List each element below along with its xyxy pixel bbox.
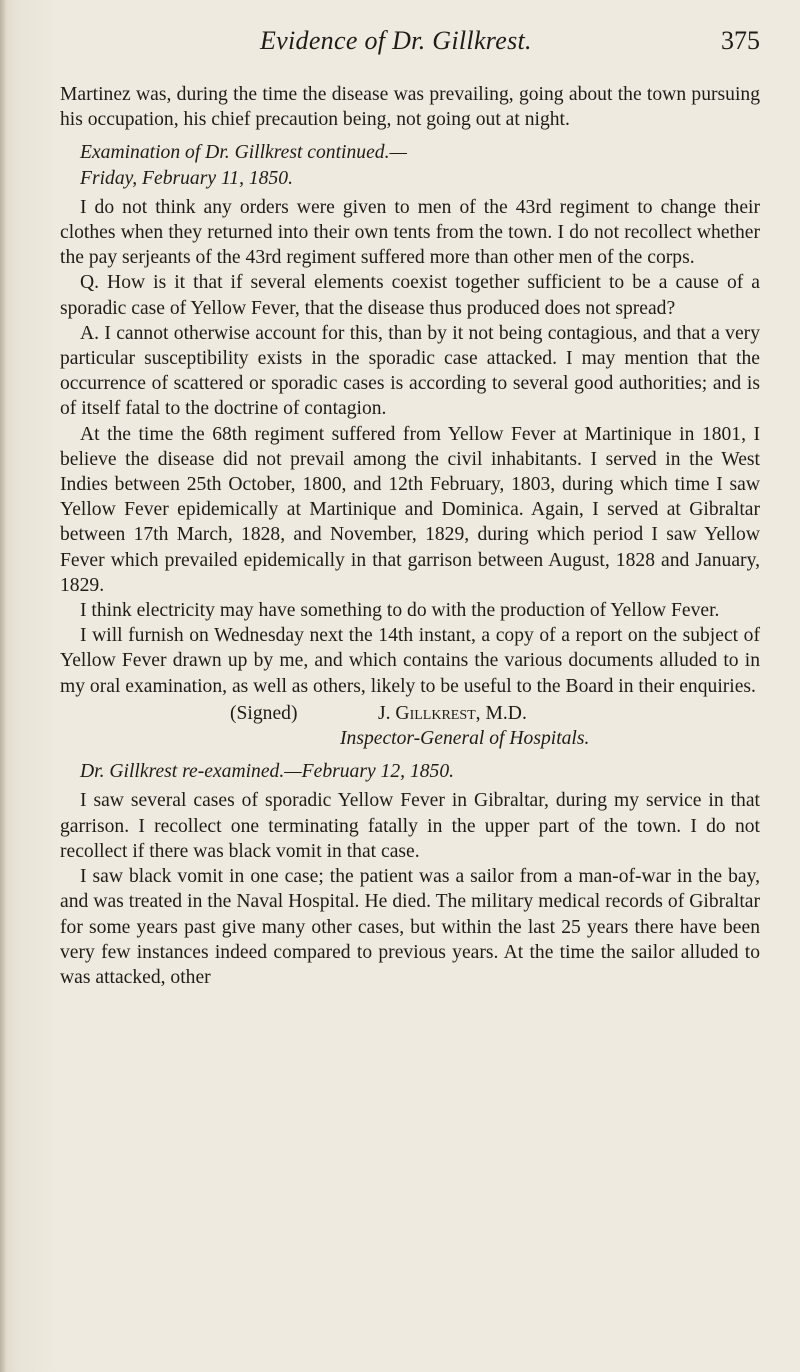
heading-line-1: Examination of Dr. Gillkrest continued.— — [80, 142, 407, 164]
signature-line — [60, 701, 760, 726]
paragraph: I saw several cases of sporadic Yellow Fever in Gibraltar, during my service in that garrison. I recollect one terminating fatally in the upper part of the town. I do not recollect if there was black vomit in that case. — [60, 790, 760, 862]
page-number: 375 — [721, 26, 760, 55]
paragraph: At the time the 68th regiment suffered from Yellow Fever at Martinique in 1801, I believe the disease did not prevail among the civil inhabitants. I served in the West Indies between 25th October, 1800, and 12th February, 1803, during which time I saw Yellow Fever epidemically at Martinique and Dominica. Again, I served at Gibraltar between 17th March, 1828, and November, 1829, during which period I saw Yellow Fever which prevailed epidemically in that garrison between August, 1828 and January, 1829. — [60, 423, 760, 596]
signatory-title: Inspector-General of Hospitals. — [340, 728, 590, 750]
section-heading-reexamined: Dr. Gillkrest re-examined.—February 12, 1850. — [80, 761, 455, 783]
signatory-name: J. Gillkrest, M.D. — [378, 702, 527, 724]
paragraph: I do not think any orders were given to men of the 43rd regiment to change their clothes when they returned into their own tents from the town. I do not recollect whether the pay serjeants of the 43rd regiment suffered more than other men of the corps. — [60, 196, 760, 269]
paragraph: I saw black vomit in one case; the patient was a sailor from a man-of-war in the bay, and was treated in the Naval Hospital. He died. The military medical records of Gibraltar for some years past give many other cases, but within the last 25 years there have been very few instances indeed compared to previous years. At the time the sailor alluded to was attacked, other — [60, 866, 760, 988]
paragraph-answer: A. I cannot otherwise account for this, than by it not being contagious, and that a very particular susceptibility exists in the sporadic case attacked. I may mention that the occurrence of scattered or sporadic cases is according to several good authorities; and is of itself fatal to the doctrine of contagion. — [60, 322, 760, 420]
signature-block — [60, 701, 760, 751]
binding-gutter — [0, 0, 6, 1372]
paragraph: I will furnish on Wednesday next the 14th instant, a copy of a report on the subject of Yellow Fever drawn up by me, and which contains the various documents alluded to in my oral examination, as well as others, likely to be useful to the Board in their enquiries. — [60, 625, 760, 697]
signed-label: (Signed) — [230, 702, 298, 724]
heading-line-2: Friday, February 11, 1850. — [80, 167, 293, 189]
paragraph-opening: Martinez was, during the time the disease was prevailing, going about the town pursuing his occupation, his chief precaution being, not going out at night. — [60, 84, 760, 131]
running-title: Evidence of Dr. Gillkrest. — [260, 26, 532, 55]
paragraph-question: Q. How is it that if several elements coexist together sufficient to be a cause of a sporadic case of Yellow Fever, that the disease thus produced does not spread? — [60, 272, 760, 319]
running-head — [60, 26, 760, 66]
section-heading-examination — [60, 140, 760, 190]
paragraph: I think electricity may have something to do with the production of Yellow Fever. — [80, 600, 720, 622]
body-text — [60, 82, 760, 990]
